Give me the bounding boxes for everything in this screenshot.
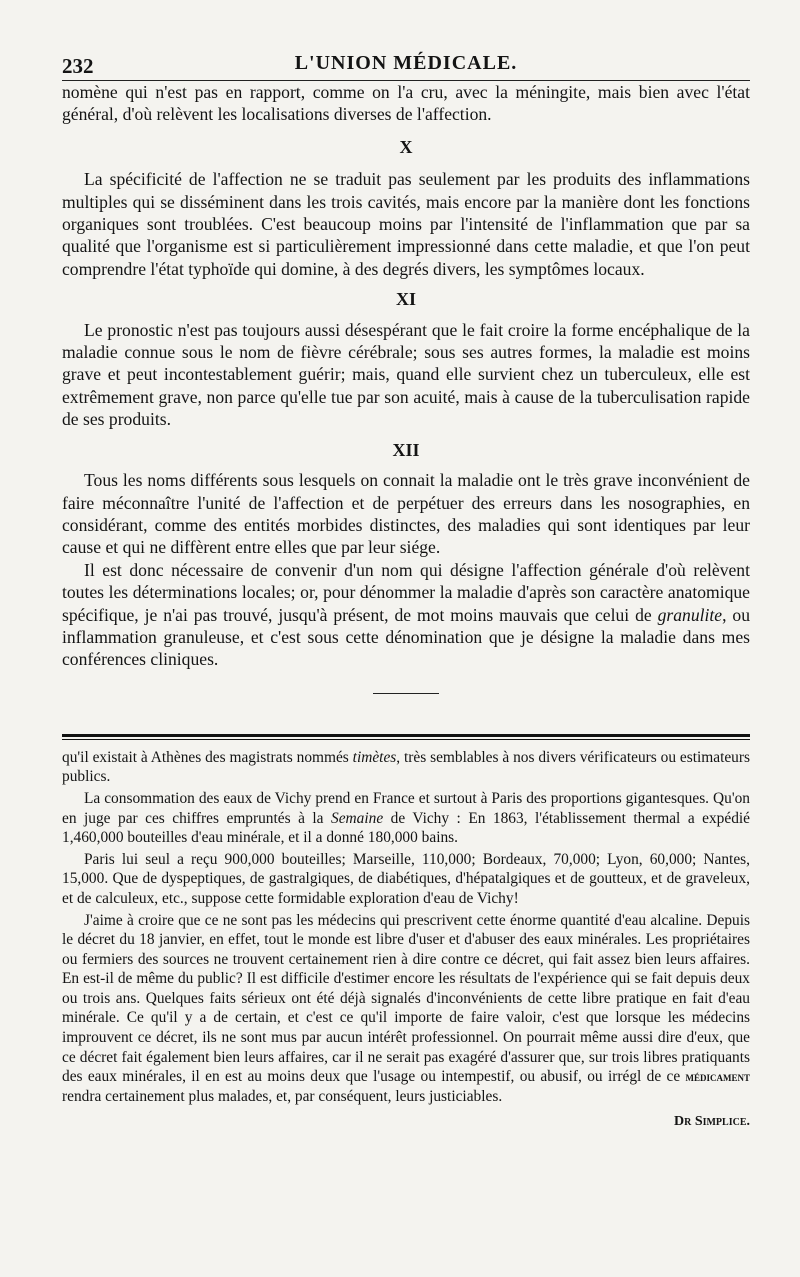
text-segment: , très semblables à nos divers vérificateurs ou estimateurs publics. bbox=[62, 748, 750, 786]
italic-term: Semaine bbox=[331, 809, 384, 827]
conclusion-text-start: Il est donc nécessaire de convenir d'un nom qui désigne l'affection générale d'où relèvent toutes les déterminations locales; or, pour dénommer la maladie d'après son caractère anatomique spécifique, je n'ai pas trouvé, jusqu'à présent, de mot moins mauvais que celui de bbox=[62, 559, 750, 625]
feuilleton bbox=[62, 748, 750, 1132]
section-xii-paragraph: Tous les noms différents sous lesquels on connait la maladie ont le très grave inconvénient de faire méconnaître l'unité de l'affection et de perpétuer des erreurs dans les nosographies, en considérant, comme des entités morbides distinctes, des maladies qui sont identiques par leur cause et qui ne diffèrent entre elles que par leur siége. bbox=[62, 470, 750, 558]
feuilleton-paragraph-3: Paris lui seul a reçu 900,000 bouteilles; Marseille, 110,000; Bordeaux, 70,000; Lyon, 60,000; Nantes, 15,000. Que de dyspeptiques, de gastralgiques, de diabétiques, d'hépatalgiques et de goutteux, et de graveleux, et de calculeux, etc., suppose cette formidable exploration d'eau de Vichy! bbox=[62, 850, 750, 907]
section-heading-xi: XI bbox=[395, 289, 416, 310]
text-segment: qu'il existait à Athènes des magistrats nommés bbox=[62, 748, 353, 766]
running-title: L'UNION MÉDICALE. bbox=[294, 52, 518, 74]
feuilleton-paragraph-4 bbox=[62, 911, 750, 1107]
feuilleton-paragraph-2 bbox=[62, 789, 750, 848]
feuilleton-divider bbox=[62, 734, 750, 740]
text-segment: La consommation des eaux de Vichy prend en France et surtout à Paris des proportions gigantesques. Qu'on en juge par ces chiffres empruntés à la bbox=[62, 789, 750, 827]
page-number: 232 bbox=[62, 54, 94, 78]
section-x-paragraph: La spécificité de l'affection ne se traduit pas seulement par les produits des inflammations multiples qui se disséminent dans les trois cavités, mais encore par la manière dont les fonctions organiques sont troublées. C'est beaucoup moins par l'intensité de l'inflammation que par sa qualité que l'organisme est si particulièrement impressionné dans cette maladie, et que l'on peut comprendre l'état typhoïde qui domine, à des degrés divers, les symptômes locaux. bbox=[62, 169, 750, 279]
page bbox=[62, 50, 750, 1132]
conclusion-italic-term: granulite bbox=[657, 604, 723, 625]
feuilleton-paragraph-1 bbox=[62, 748, 750, 787]
section-end-rule bbox=[373, 693, 439, 694]
text-segment: de Vichy : En 1863, l'établissement thermal a expédié 1,460,000 bouteilles d'eau minérale, et il a donné 180,000 bains. bbox=[62, 809, 750, 847]
section-heading-xii: XII bbox=[392, 439, 420, 460]
signature: Dr Simplice. bbox=[673, 1114, 750, 1130]
smallcaps-term: médicament bbox=[685, 1069, 750, 1085]
page-header bbox=[62, 50, 750, 81]
text-segment: rendra certainement plus malades, et, par conséquent, leurs justiciables. bbox=[62, 1087, 503, 1105]
continuation-paragraph: nomène qui n'est pas en rapport, comme on l'a cru, avec la méningite, mais bien avec l'état général, d'où relèvent les localisations diverses de l'affection. bbox=[62, 82, 750, 125]
conclusion-paragraph bbox=[62, 559, 750, 671]
text-segment: J'aime à croire que ce ne sont pas les médecins qui prescrivent cette énorme quantité d'eau alcaline. Depuis le décret du 18 janvier, en effet, tout le monde est libre d'user et d'abuser des eaux minérales. Les propriétaires ou fermiers des sources ne trouvent certainement rien à dire contre ce décret, qui fait assez bien leurs affaires. En est-il de même du public? Il est difficile d'estimer encore les résultats de l'expérience qui se fait depuis deux ou trois ans. Quelques faits sérieux ont été déjà signalés d'inconvénients de cette libre pratique en fait d'eau minérale. Ce qu'il y a de certain, et c'est ce qu'il importe de faire valoir, c'est que lorsque les médecins improuvent ce décret, ils ne sont mus par aucun intérêt professionnel. On pourrait même aussi dire d'eux, que ce décret fait également bien leurs affaires, car il ne serait pas exagéré d'assurer que, sur trois libres pratiquants des eaux minérales, il en est au moins deux que l'usage ou intempestif, ou abusif, ou irrégl de ce bbox=[62, 911, 750, 1086]
section-xi-paragraph: Le pronostic n'est pas toujours aussi désespérant que le fait croire la forme encéphalique de la maladie connue sous le nom de fièvre cérébrale; sous ses autres formes, la maladie est moins grave et peut incontestablement guérir; mais, quand elle survient chez un tuberculeux, elle est extrêmement grave, non parce qu'elle tue par son acuité, mais à cause de la tuberculisation rapide de ses produits. bbox=[62, 319, 750, 430]
italic-term: timètes bbox=[352, 748, 397, 766]
conclusion-text-end: , ou inflammation granuleuse, et c'est sous cette dénomination que je désigne la maladie dans mes conférences cliniques. bbox=[62, 604, 750, 670]
main-article bbox=[62, 81, 750, 694]
section-heading-x: X bbox=[399, 136, 413, 157]
